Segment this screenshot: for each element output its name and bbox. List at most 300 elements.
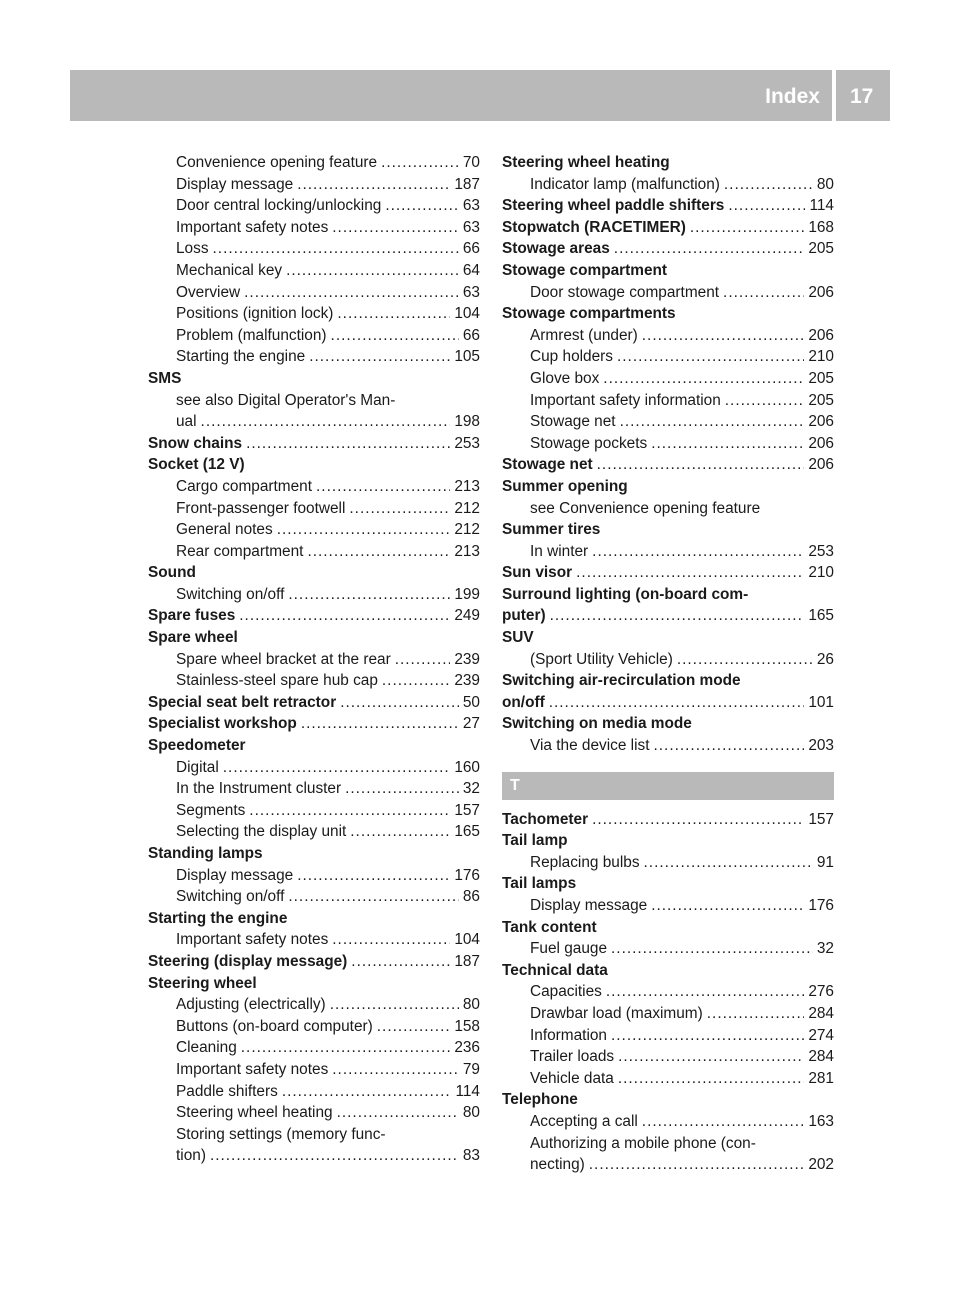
index-entry <box>148 951 480 973</box>
index-subentry <box>148 238 480 260</box>
entry-text: Convenience opening feature <box>176 154 378 171</box>
index-subentry <box>148 195 480 217</box>
dot-leader <box>337 1102 459 1124</box>
index-entry <box>502 217 834 239</box>
page-reference: 213 <box>454 542 480 560</box>
index-subentry <box>148 1059 480 1081</box>
header-divider <box>832 70 836 121</box>
entry-text: Tail lamps <box>502 875 577 893</box>
entry-text: Switching air-recirculation mode <box>502 672 741 690</box>
index-subentry <box>502 649 834 671</box>
index-subentry <box>502 390 834 412</box>
entry-text: Spare fuses <box>148 607 236 625</box>
page-reference: 198 <box>454 413 480 431</box>
entry-text: Stowage pockets <box>530 434 648 452</box>
index-subentry <box>148 886 480 908</box>
entry-text: Display message <box>176 175 294 193</box>
entry-text: Sound <box>148 564 196 582</box>
entry-text: Accepting a call <box>530 1112 638 1130</box>
dot-leader <box>550 605 805 627</box>
page-reference: 284 <box>808 1048 834 1066</box>
dot-leader <box>201 411 451 433</box>
page-reference: 205 <box>808 391 834 409</box>
page-reference: 32 <box>462 780 480 798</box>
entry-text: Selecting the display unit <box>176 823 347 841</box>
page-reference: 157 <box>808 810 834 828</box>
index-section-s <box>502 152 834 757</box>
dot-leader <box>223 757 451 779</box>
index-subentry <box>502 346 834 368</box>
dot-leader <box>239 605 450 627</box>
entry-text: see Convenience opening feature <box>530 499 761 517</box>
dot-leader <box>277 519 451 541</box>
page-reference: 206 <box>808 413 834 431</box>
entry-text: Stowage compartments <box>502 305 676 323</box>
dot-leader <box>395 649 451 671</box>
dot-leader <box>728 195 805 217</box>
index-subentry <box>148 390 480 412</box>
dot-leader <box>725 390 805 412</box>
index-entry <box>502 454 834 476</box>
dot-leader <box>592 541 804 563</box>
index-entry <box>502 195 834 217</box>
index-subentry <box>148 282 480 304</box>
entry-text: Stainless-steel spare hub cap <box>176 672 378 690</box>
index-entry <box>148 908 480 930</box>
entry-text: ual <box>176 413 197 431</box>
entry-text: Stopwatch (RACETIMER) <box>502 218 686 236</box>
index-subentry <box>502 1111 834 1133</box>
entry-text: see also Digital Operator's Man- <box>176 391 396 409</box>
index-subentry <box>148 476 480 498</box>
index-subentry <box>502 1025 834 1047</box>
index-subentry <box>502 852 834 874</box>
index-entry <box>502 809 834 831</box>
dot-leader <box>382 670 450 692</box>
page-reference: 66 <box>462 240 480 258</box>
page-reference: 104 <box>454 931 480 949</box>
dot-leader <box>332 929 450 951</box>
entry-text: Special seat belt retractor <box>148 693 337 711</box>
entry-text: Drawbar load (maximum) <box>530 1004 703 1022</box>
dot-leader <box>332 1059 459 1081</box>
index-entry <box>502 873 834 895</box>
entry-text: Loss <box>176 240 209 258</box>
dot-leader <box>246 433 450 455</box>
page-reference: 236 <box>454 1039 480 1057</box>
dot-leader <box>642 1111 805 1133</box>
dot-leader <box>603 368 804 390</box>
index-entry <box>148 562 480 584</box>
entry-text: Specialist workshop <box>148 715 297 733</box>
entry-text: Important safety notes <box>176 218 329 236</box>
index-subentry <box>502 1046 834 1068</box>
index-subentry <box>148 757 480 779</box>
dot-leader <box>614 238 805 260</box>
index-subentry <box>502 981 834 1003</box>
index-entry <box>502 260 834 282</box>
entry-text: Tail lamp <box>502 832 568 850</box>
entry-text: puter) <box>502 607 546 625</box>
dot-leader <box>340 692 459 714</box>
index-entry <box>148 713 480 735</box>
page-reference: 253 <box>808 542 834 560</box>
entry-text: Door central locking/unlocking <box>176 197 382 215</box>
index-subentry <box>148 778 480 800</box>
index-subentry <box>148 821 480 843</box>
index-subentry <box>502 735 834 757</box>
index-subentry <box>502 368 834 390</box>
page-reference: 101 <box>808 693 834 711</box>
index-subentry <box>502 938 834 960</box>
index-entry <box>502 303 834 325</box>
entry-text: Front-passenger footwell <box>176 499 346 517</box>
dot-leader <box>385 195 459 217</box>
page-reference: 165 <box>808 607 834 625</box>
entry-text: on/off <box>502 693 545 711</box>
page-number: 17 <box>850 85 874 108</box>
index-subentry <box>148 260 480 282</box>
page-reference: 206 <box>808 283 834 301</box>
entry-text: Vehicle data <box>530 1069 614 1087</box>
entry-text: Storing settings (memory func- <box>176 1125 386 1143</box>
page-reference: 187 <box>454 952 480 970</box>
index-subentry <box>148 519 480 541</box>
page-reference: 203 <box>808 737 834 755</box>
dot-leader <box>723 282 804 304</box>
page-reference: 91 <box>816 853 834 871</box>
dot-leader <box>307 541 450 563</box>
index-subentry <box>148 1037 480 1059</box>
page-reference: 210 <box>808 348 834 366</box>
dot-leader <box>309 346 450 368</box>
index-entry <box>148 843 480 865</box>
page-reference: 249 <box>454 607 480 625</box>
dot-leader <box>349 498 450 520</box>
index-subentry <box>502 541 834 563</box>
page-reference: 284 <box>808 1004 834 1022</box>
entry-text: Important safety notes <box>176 1060 329 1078</box>
entry-text: Important safety notes <box>176 931 329 949</box>
page-reference: 114 <box>455 1082 480 1100</box>
index-subentry <box>502 498 834 520</box>
entry-text: Indicator lamp (malfunction) <box>530 175 720 193</box>
index-entry <box>502 1089 834 1111</box>
entry-text: Segments <box>176 801 246 819</box>
entry-text: Tank content <box>502 918 597 936</box>
page-reference: 27 <box>462 715 480 733</box>
entry-text: Starting the engine <box>176 348 306 366</box>
entry-text: Summer tires <box>502 521 601 539</box>
entry-text: Switching on/off <box>176 585 285 603</box>
index-subentry <box>148 1081 480 1103</box>
dot-leader <box>301 713 459 735</box>
entry-text: Capacities <box>530 983 602 1001</box>
index-subentry <box>148 1145 480 1167</box>
page-reference: 66 <box>462 326 480 344</box>
dot-leader <box>213 238 459 260</box>
entry-text: Overview <box>176 283 241 301</box>
dot-leader <box>337 303 450 325</box>
entry-text: Cleaning <box>176 1039 237 1057</box>
index-subentry <box>148 649 480 671</box>
entry-text: Starting the engine <box>148 909 288 927</box>
dot-leader <box>644 852 813 874</box>
index-entry <box>148 454 480 476</box>
entry-text: Switching on/off <box>176 888 285 906</box>
index-subentry <box>148 217 480 239</box>
entry-text: Sun visor <box>502 564 573 582</box>
page-reference: 253 <box>454 434 480 452</box>
page-reference: 105 <box>454 348 480 366</box>
page-reference: 165 <box>454 823 480 841</box>
entry-text: Authorizing a mobile phone (con- <box>530 1134 756 1152</box>
dot-leader <box>651 895 804 917</box>
entry-text: Replacing bulbs <box>530 853 640 871</box>
dot-leader <box>620 411 805 433</box>
index-entry <box>148 627 480 649</box>
index-subentry <box>148 152 480 174</box>
page-reference: 276 <box>808 983 834 1001</box>
page-reference: 274 <box>808 1026 834 1044</box>
entry-text: Steering (display message) <box>148 952 348 970</box>
entry-text: Telephone <box>502 1091 578 1109</box>
index-column-left <box>148 152 480 1167</box>
index-entry <box>148 605 480 627</box>
dot-leader <box>618 1046 804 1068</box>
index-entry <box>148 368 480 390</box>
entry-text: Technical data <box>502 961 608 979</box>
page-reference: 80 <box>462 996 480 1014</box>
page-reference: 114 <box>809 197 834 215</box>
dot-leader <box>377 1016 451 1038</box>
page-reference: 205 <box>808 369 834 387</box>
entry-text: Positions (ignition lock) <box>176 305 334 323</box>
page-reference: 205 <box>808 240 834 258</box>
page-reference: 206 <box>808 326 834 344</box>
index-column-right <box>502 152 834 1176</box>
index-subentry <box>148 1124 480 1146</box>
index-subentry <box>502 174 834 196</box>
index-subentry <box>148 800 480 822</box>
page-reference: 239 <box>454 650 480 668</box>
entry-text: Summer opening <box>502 477 628 495</box>
entry-text: Door stowage compartment <box>530 283 720 301</box>
index-section-t <box>502 809 834 1176</box>
index-entry <box>502 519 834 541</box>
entry-text: Standing lamps <box>148 845 263 862</box>
entry-text: Mechanical key <box>176 261 283 279</box>
dot-leader <box>642 325 805 347</box>
page-reference: 199 <box>454 585 480 603</box>
index-entry <box>502 713 834 735</box>
dot-leader <box>297 174 450 196</box>
entry-text: Socket (12 V) <box>148 456 245 474</box>
index-entry <box>502 627 834 649</box>
section-letter-heading: T <box>502 772 834 800</box>
page-reference: 239 <box>454 672 480 690</box>
index-subentry <box>148 1016 480 1038</box>
index-entry <box>502 584 834 606</box>
entry-text: Spare wheel <box>148 629 238 647</box>
index-subentry <box>148 994 480 1016</box>
entry-text: Switching on media mode <box>502 715 692 733</box>
index-entry <box>502 960 834 982</box>
dot-leader <box>345 778 459 800</box>
page-reference: 160 <box>454 758 480 776</box>
entry-text: Buttons (on-board computer) <box>176 1017 373 1035</box>
entry-text: Surround lighting (on-board com- <box>502 585 749 603</box>
dot-leader <box>286 260 459 282</box>
page-reference: 206 <box>808 456 834 474</box>
index-subentry <box>502 433 834 455</box>
dot-leader <box>597 454 805 476</box>
index-entry <box>502 830 834 852</box>
page-reference: 63 <box>462 218 480 236</box>
entry-text: Display message <box>176 866 294 884</box>
entry-text: Glove box <box>530 369 600 387</box>
page-reference: 212 <box>454 499 480 517</box>
entry-text: tion) <box>176 1147 206 1165</box>
entry-text: Cargo compartment <box>176 477 313 495</box>
page-reference: 83 <box>462 1147 480 1165</box>
dot-leader <box>282 1081 452 1103</box>
index-entry <box>148 692 480 714</box>
dot-leader <box>249 800 450 822</box>
page-reference: 26 <box>816 650 834 668</box>
index-subentry <box>502 325 834 347</box>
page-reference: 202 <box>808 1156 834 1174</box>
entry-text: Via the device list <box>530 737 650 755</box>
dot-leader <box>606 981 804 1003</box>
dot-leader <box>576 562 804 584</box>
entry-text: Steering wheel heating <box>502 154 670 171</box>
index-subentry <box>148 865 480 887</box>
dot-leader <box>611 1025 804 1047</box>
page-reference: 63 <box>462 283 480 301</box>
page-reference: 210 <box>808 564 834 582</box>
index-entry <box>502 152 834 174</box>
entry-text: Steering wheel paddle shifters <box>502 197 725 215</box>
index-subentry <box>502 1068 834 1090</box>
index-entry <box>502 670 834 692</box>
entry-text: Snow chains <box>148 434 243 452</box>
entry-text: Important safety information <box>530 391 721 409</box>
page-reference: 206 <box>808 434 834 452</box>
entry-text: necting) <box>530 1156 585 1174</box>
page-reference: 32 <box>816 940 834 958</box>
page-reference: 64 <box>462 261 480 279</box>
dot-leader <box>617 346 804 368</box>
index-entry <box>148 735 480 757</box>
index-entry <box>502 605 834 627</box>
page-reference: 281 <box>808 1069 834 1087</box>
page-reference: 187 <box>454 175 480 193</box>
index-entry <box>502 238 834 260</box>
page-reference: 176 <box>454 866 480 884</box>
entry-text: In the Instrument cluster <box>176 780 342 798</box>
entry-text: Information <box>530 1026 607 1044</box>
index-subentry <box>502 411 834 433</box>
index-subentry <box>148 670 480 692</box>
index-subentry <box>148 541 480 563</box>
entry-text: Display message <box>530 897 648 914</box>
dot-leader <box>677 649 813 671</box>
entry-text: Trailer loads <box>530 1048 615 1066</box>
dot-leader <box>244 282 459 304</box>
index-subentry <box>148 346 480 368</box>
index-entry <box>148 433 480 455</box>
entry-text: Stowage net <box>502 456 593 474</box>
entry-text: Armrest (under) <box>530 326 638 344</box>
entry-text: Tachometer <box>502 810 589 828</box>
index-subentry <box>148 584 480 606</box>
entry-text: Steering wheel heating <box>176 1104 333 1122</box>
dot-leader <box>331 325 459 347</box>
page-title: Index <box>765 85 820 108</box>
entry-text: Digital <box>176 758 219 776</box>
index-entry <box>502 692 834 714</box>
dot-leader <box>350 821 450 843</box>
entry-text: General notes <box>176 521 273 539</box>
entry-text: (Sport Utility Vehicle) <box>530 650 673 668</box>
page-reference: 168 <box>808 218 834 236</box>
entry-text: Adjusting (electrically) <box>176 996 326 1014</box>
dot-leader <box>707 1003 805 1025</box>
page-reference: 79 <box>462 1060 480 1078</box>
index-entry <box>502 476 834 498</box>
dot-leader <box>549 692 805 714</box>
index-subentry <box>502 1003 834 1025</box>
entry-text: Rear compartment <box>176 542 304 560</box>
dot-leader <box>589 1154 805 1176</box>
page-reference: 63 <box>462 197 480 215</box>
entry-text: Stowage areas <box>502 240 610 258</box>
index-subentry <box>148 411 480 433</box>
page-reference: 80 <box>462 1104 480 1122</box>
dot-leader <box>611 938 813 960</box>
dot-leader <box>651 433 804 455</box>
dot-leader <box>297 865 450 887</box>
index-entry <box>502 917 834 939</box>
entry-text: Paddle shifters <box>176 1082 278 1100</box>
page-reference: 176 <box>808 897 834 914</box>
index-subentry <box>148 1102 480 1124</box>
entry-text: Spare wheel bracket at the rear <box>176 650 391 668</box>
index-subentry <box>502 282 834 304</box>
page-reference: 212 <box>454 521 480 539</box>
page-reference: 50 <box>462 693 480 711</box>
dot-leader <box>210 1145 459 1167</box>
page-reference: 157 <box>454 801 480 819</box>
entry-text: Stowage compartment <box>502 261 668 279</box>
dot-leader <box>654 735 805 757</box>
entry-text: Speedometer <box>148 737 246 755</box>
dot-leader <box>288 886 459 908</box>
entry-text: Fuel gauge <box>530 940 608 958</box>
page-reference: 163 <box>808 1112 834 1130</box>
index-subentry <box>148 325 480 347</box>
page-reference: 80 <box>816 175 834 193</box>
dot-leader <box>332 217 459 239</box>
dot-leader <box>618 1068 804 1090</box>
dot-leader <box>724 174 813 196</box>
dot-leader <box>288 584 450 606</box>
index-subentry <box>148 929 480 951</box>
page-reference: 104 <box>454 305 480 323</box>
entry-text: In winter <box>530 542 589 560</box>
dot-leader <box>316 476 450 498</box>
